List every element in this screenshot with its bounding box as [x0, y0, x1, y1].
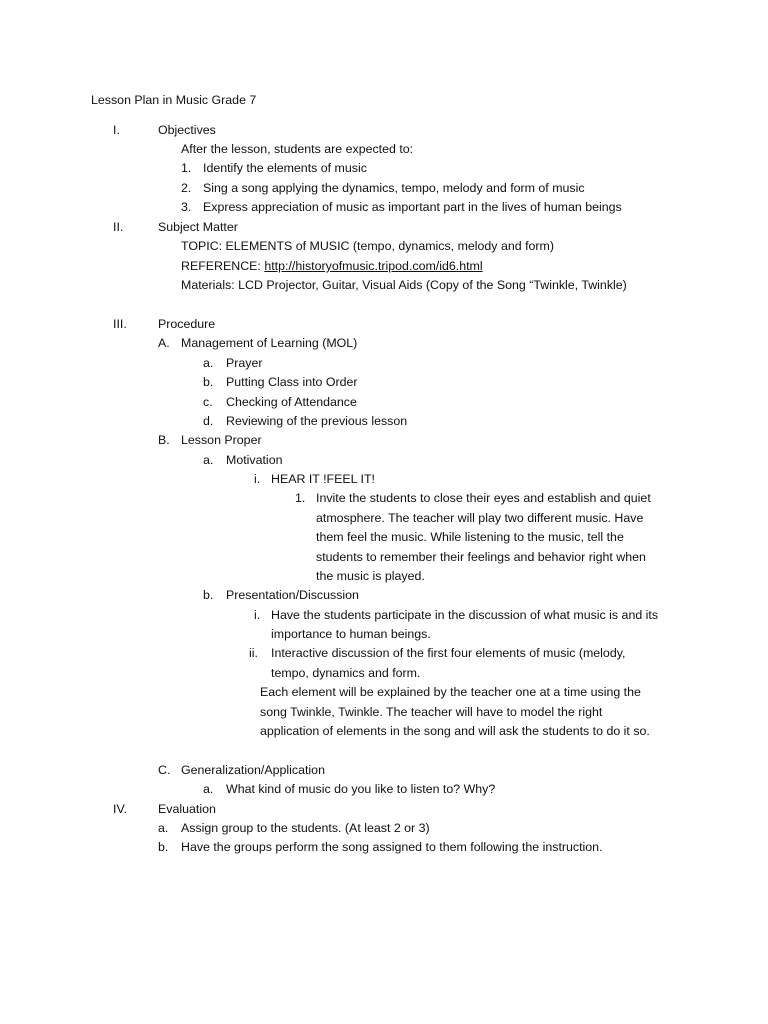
presentation-label: Presentation/Discussion	[226, 588, 359, 602]
list-letter: b.	[158, 840, 169, 854]
list-letter: d.	[203, 414, 214, 428]
objectives-intro: After the lesson, students are expected to:	[181, 142, 414, 156]
generalization-question: What kind of music do you like to listen to? Why?	[226, 782, 496, 796]
presentation-note-line: song Twinkle, Twinkle. The teacher will have to model the right	[260, 705, 603, 719]
list-numeral: ii.	[249, 646, 258, 660]
list-letter: B.	[158, 433, 170, 447]
materials-line: Materials: LCD Projector, Guitar, Visual Aids (Copy of the Song “Twinkle, Twinkle)	[181, 278, 627, 292]
reference-label: REFERENCE:	[181, 259, 261, 273]
list-letter: a.	[203, 453, 214, 467]
mol-item: Reviewing of the previous lesson	[226, 414, 408, 428]
presentation-note-line: application of elements in the song and will ask the students to do it so.	[260, 724, 650, 738]
presentation-line: tempo, dynamics and form.	[271, 666, 421, 680]
mol-item: Prayer	[226, 356, 263, 370]
list-number: 1.	[181, 161, 192, 175]
list-number: 3.	[181, 200, 192, 214]
list-number: 1.	[295, 491, 306, 505]
section-heading-subject-matter: Subject Matter	[158, 220, 238, 234]
mol-item: Putting Class into Order	[226, 375, 358, 389]
list-number: 2.	[181, 181, 192, 195]
motivation-step-line: Invite the students to close their eyes and establish and quiet	[316, 491, 651, 505]
list-letter: C.	[158, 763, 171, 777]
list-letter: a.	[158, 821, 169, 835]
procedure-a-label: Management of Learning (MOL)	[181, 336, 358, 350]
activity-title: HEAR IT !FEEL IT!	[271, 472, 375, 486]
presentation-line: importance to human beings.	[271, 627, 431, 641]
objective-item: Identify the elements of music	[203, 161, 367, 175]
evaluation-item: Have the groups perform the song assigned to them following the instruction.	[181, 840, 603, 854]
motivation-step-line: atmosphere. The teacher will play two different music. Have	[316, 511, 644, 525]
mol-item: Checking of Attendance	[226, 395, 357, 409]
section-heading-objectives: Objectives	[158, 123, 216, 137]
section-numeral: III.	[113, 317, 127, 331]
list-letter: b.	[203, 375, 214, 389]
list-letter: a.	[203, 356, 214, 370]
reference-link[interactable]: http://historyofmusic.tripod.com/id6.html	[264, 259, 483, 273]
presentation-line: Interactive discussion of the first four elements of music (melody,	[271, 646, 626, 660]
objective-item: Sing a song applying the dynamics, tempo, melody and form of music	[203, 181, 585, 195]
list-letter: A.	[158, 336, 170, 350]
motivation-step-line: them feel the music. While listening to the music, tell the	[316, 530, 624, 544]
procedure-c-label: Generalization/Application	[181, 763, 325, 777]
list-numeral: i.	[254, 608, 261, 622]
presentation-note-line: Each element will be explained by the teacher one at a time using the	[260, 685, 641, 699]
section-heading-procedure: Procedure	[158, 317, 216, 331]
list-numeral: i.	[254, 472, 261, 486]
section-heading-evaluation: Evaluation	[158, 802, 216, 816]
section-numeral: I.	[113, 123, 120, 137]
topic-line: TOPIC: ELEMENTS of MUSIC (tempo, dynamics, melody and form)	[181, 239, 554, 253]
motivation-step-line: the music is played.	[316, 569, 425, 583]
list-letter: c.	[203, 395, 213, 409]
evaluation-item: Assign group to the students. (At least 2 or 3)	[181, 821, 430, 835]
section-numeral: IV.	[113, 802, 128, 816]
section-numeral: II.	[113, 220, 124, 234]
presentation-line: Have the students participate in the discussion of what music is and its	[271, 608, 659, 622]
list-letter: a.	[203, 782, 214, 796]
procedure-b-label: Lesson Proper	[181, 433, 262, 447]
motivation-label: Motivation	[226, 453, 283, 467]
reference-line	[181, 258, 483, 274]
motivation-step-line: students to remember their feelings and behavior right when	[316, 550, 646, 564]
objective-item: Express appreciation of music as important part in the lives of human beings	[203, 200, 622, 214]
page-title: Lesson Plan in Music Grade 7	[91, 93, 257, 107]
list-letter: b.	[203, 588, 214, 602]
